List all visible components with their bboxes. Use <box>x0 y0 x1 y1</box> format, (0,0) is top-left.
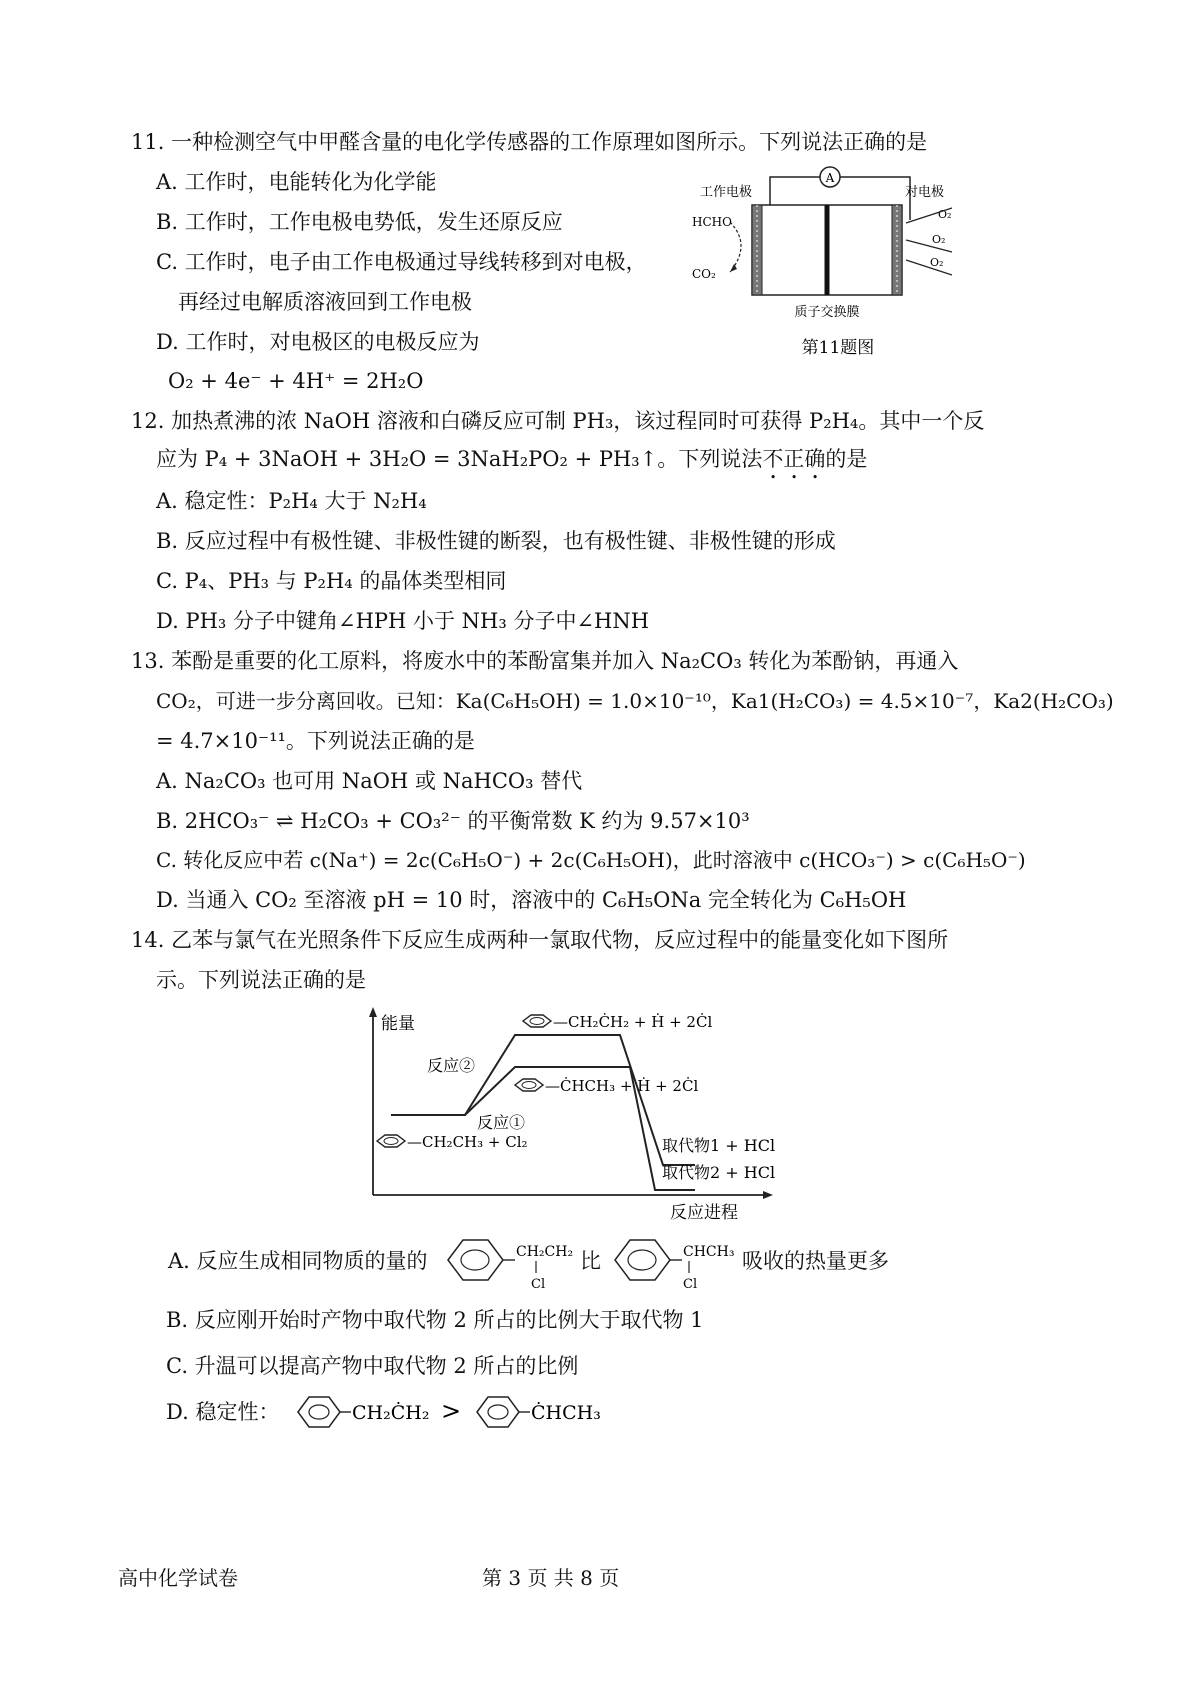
svg-text:O₂: O₂ <box>930 256 944 269</box>
q11-option-c-cont: 再经过电解质溶液回到工作电极 <box>178 290 472 314</box>
benzene-icon <box>377 1135 405 1147</box>
reaction-1-label: 反应① <box>477 1113 526 1132</box>
page-number: 第 3 页 共 8 页 <box>482 1566 620 1590</box>
x-axis-label: 反应进程 <box>670 1203 738 1223</box>
d-radical-1: CH₂ĊH₂ <box>352 1402 430 1424</box>
q11-option-c: C. 工作时，电子由工作电极通过导线转移到对电极， <box>156 250 647 274</box>
q14-stem: 14. 乙苯与氯气在光照条件下反应生成两种一氯取代物，反应过程中的能量变化如下图所 <box>131 928 949 952</box>
q13-option-c: C. 转化反应中若 c(Na⁺) = 2c(C₆H₅O⁻) + 2c(C₆H₅OH)，此时溶液中 c(HCO₃⁻) > c(C₆H₅O⁻) <box>156 848 1026 872</box>
a-substituent-1: CH₂CH₂ <box>516 1244 574 1260</box>
greater-than: > <box>441 1397 462 1425</box>
svg-text:Cl: Cl <box>683 1277 698 1292</box>
q12-option-d: D. PH₃ 分子中键角∠HPH 小于 NH₃ 分子中∠HNH <box>156 609 650 633</box>
q12-option-c: C. P₄、PH₃ 与 P₂H₄ 的晶体类型相同 <box>156 569 507 593</box>
product-1-label: 取代物1 + HCl <box>662 1136 776 1155</box>
q14-option-a-prefix: A. 反应生成相同物质的量的 <box>168 1249 428 1273</box>
q11-option-a: A. 工作时，电能转化为化学能 <box>156 170 437 194</box>
q11-option-b: B. 工作时，工作电极电势低，发生还原反应 <box>156 210 563 234</box>
svg-text:O₂: O₂ <box>938 208 952 221</box>
figure-caption: 第11题图 <box>801 338 875 358</box>
benzene-icon <box>523 1015 551 1027</box>
footer-title: 高中化学试卷 <box>118 1566 238 1590</box>
benzene-icon <box>615 1240 670 1280</box>
q14-option-c: C. 升温可以提高产物中取代物 2 所占的比例 <box>166 1354 579 1378</box>
benzene-icon <box>448 1240 503 1280</box>
q11-stem: 11. 一种检测空气中甲醛含量的电化学传感器的工作原理如图所示。下列说法正确的是 <box>131 130 928 154</box>
product-2-label: 取代物2 + HCl <box>662 1163 776 1182</box>
svg-text:Cl: Cl <box>531 1277 546 1292</box>
mid-species-label: —ĊHCH₃ + Ḣ + 2Ċl <box>545 1077 699 1095</box>
counter-electrode-label: 对电极 <box>905 185 945 200</box>
q13-stem: 13. 苯酚是重要的化工原料，将废水中的苯酚富集并加入 Na₂CO₃ 转化为苯酚钠，再通入 <box>131 649 959 673</box>
d-radical-2: ĊHCH₃ <box>531 1402 601 1424</box>
q14-option-a-structures-2 <box>610 1228 745 1298</box>
q11-option-d: D. 工作时，对电极区的电极反应为 <box>156 330 480 354</box>
svg-text:O₂: O₂ <box>932 233 946 246</box>
hcho-label: HCHO <box>692 215 732 229</box>
o2-arrow <box>906 260 952 275</box>
q13-stem-cont: CO₂，可进一步分离回收。已知：Ka(C₆H₅OH) = 1.0×10⁻¹⁰，Ka1(H₂CO₃) = 4.5×10⁻⁷，Ka2(H₂CO₃) <box>156 689 1114 713</box>
q12-option-b: B. 反应过程中有极性键、非极性键的断裂，也有极性键、非极性键的形成 <box>156 529 836 553</box>
working-electrode-label: 工作电极 <box>700 185 753 200</box>
q14-option-a-compare: 比 <box>580 1249 601 1273</box>
q14-stem-cont: 示。下列说法正确的是 <box>156 968 366 992</box>
ammeter-label: A <box>825 171 835 185</box>
y-axis-label: 能量 <box>381 1014 415 1034</box>
q13-option-d: D. 当通入 CO₂ 至溶液 pH = 10 时，溶液中的 C₆H₅ONa 完全转化为 C₆H₅OH <box>156 888 907 912</box>
q14-energy-diagram <box>365 1005 805 1225</box>
q14-option-d-prefix: D. 稳定性： <box>166 1400 280 1424</box>
q13-option-a: A. Na₂CO₃ 也可用 NaOH 或 NaHCO₃ 替代 <box>156 769 583 793</box>
co2-label: CO₂ <box>692 267 716 281</box>
benzene-icon <box>477 1397 519 1427</box>
hcho-to-co2-arrow <box>730 222 741 272</box>
q12-option-a: A. 稳定性：P₂H₄ 大于 N₂H₄ <box>156 489 427 513</box>
membrane-label: 质子交换膜 <box>794 305 860 320</box>
benzene-icon <box>298 1397 340 1427</box>
reaction-2-label: 反应② <box>427 1056 476 1075</box>
q13-stem-end: = 4.7×10⁻¹¹。下列说法正确的是 <box>156 729 475 753</box>
q14-option-a-suffix: 吸收的热量更多 <box>742 1249 889 1273</box>
a-substituent-2: CHCH₃ <box>683 1244 735 1260</box>
emphasis-not-correct: 不正确 <box>762 447 826 471</box>
q12-stem-cont: 应为 P₄ + 3NaOH + 3H₂O = 3NaH₂PO₂ + PH₃↑。下列说法不正确的是 <box>156 447 868 471</box>
q14-option-b: B. 反应刚开始时产物中取代物 2 所占的比例大于取代物 1 <box>166 1308 704 1332</box>
q14-option-d-structures <box>293 1388 613 1436</box>
q12-stem: 12. 加热煮沸的浓 NaOH 溶液和白磷反应可制 PH₃，该过程同时可获得 P₂H₄。其中一个反 <box>131 409 985 433</box>
top-species-label: —CH₂ĊH₂ + Ḣ + 2Ċl <box>553 1013 713 1031</box>
q11-sensor-diagram <box>690 160 1010 360</box>
q13-option-b: B. 2HCO₃⁻ ⇌ H₂CO₃ + CO₃²⁻ 的平衡常数 K 约为 9.57×10³ <box>156 809 750 833</box>
q11-option-d-equation: O₂ + 4e⁻ + 4H⁺ = 2H₂O <box>168 369 424 393</box>
reactant-label: —CH₂CH₃ + Cl₂ <box>407 1133 528 1151</box>
benzene-icon <box>515 1079 543 1091</box>
